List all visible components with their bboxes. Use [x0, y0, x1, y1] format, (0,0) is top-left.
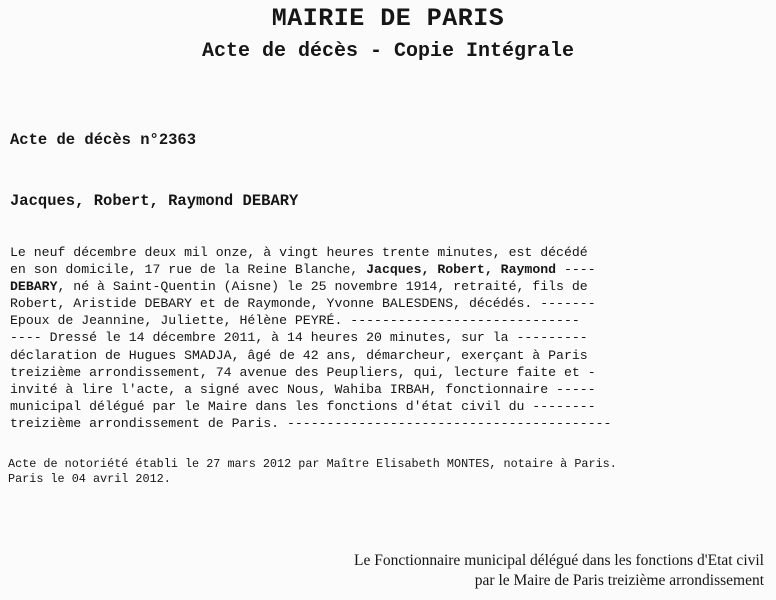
- body-line: [10, 415, 675, 432]
- body-line: [10, 295, 675, 312]
- body-line: [10, 329, 675, 346]
- act-number: Acte de décès n°2363: [10, 131, 197, 149]
- document-subtitle: Acte de décès - Copie Intégrale: [201, 40, 575, 63]
- body-line: [10, 398, 675, 415]
- notary-note: [8, 457, 708, 487]
- signature-line: Le Fonctionnaire municipal délégué dans les fonctions d'Etat civil: [354, 552, 764, 569]
- body-text-segment: Robert, Aristide DEBARY et de Raymonde, Yvonne BALESDENS, décédés. -------: [10, 296, 596, 312]
- body-text-segment: Le neuf décembre deux mil onze, à vingt heures trente minutes, est décédé: [10, 245, 588, 260]
- body-text-segment: déclaration de Hugues SMADJA, âgé de 42 ans, démarcheur, exerçant à Paris: [10, 347, 588, 363]
- body-text-segment: treizième arrondissement, 74 avenue des Peupliers, qui, lecture faite et -: [10, 364, 596, 380]
- page-title: MAIRIE DE PARIS: [271, 4, 505, 33]
- body-text-segment: invité à lire l'acte, a signé avec Nous, Wahiba IRBAH, fonctionnaire -----: [10, 381, 596, 397]
- body-line: [10, 278, 675, 295]
- body-text-segment: ----: [556, 262, 596, 278]
- body-text-segment: Epoux de Jeannine, Juliette, Hélène PEYRÉ. -----------------------------: [10, 313, 580, 329]
- body-text-segment: , né à Saint-Quentin (Aisne) le 25 novembre 1914, retraité, fils de: [57, 279, 588, 295]
- body-text-segment: ---- Dressé le 14 décembre 2011, à 14 heures 20 minutes, sur la ---------: [10, 330, 588, 346]
- body-text-segment: en son domicile, 17 rue de la Reine Blanche,: [10, 262, 367, 278]
- body-text-bold-segment: DEBARY: [10, 279, 58, 295]
- body-line: [10, 244, 675, 261]
- notary-line: Acte de notoriété établi le 27 mars 2012 par Maître Elisabeth MONTES, notaire à Paris.: [8, 457, 617, 471]
- act-body-text: [10, 244, 675, 432]
- body-line: [10, 347, 675, 364]
- issue-date-line: Paris le 04 avril 2012.: [8, 471, 171, 486]
- body-text-segment: treizième arrondissement de Paris. -----------------------------------------: [10, 415, 612, 431]
- body-line: [10, 312, 675, 329]
- signature-block: [354, 551, 764, 590]
- deceased-name: Jacques, Robert, Raymond DEBARY: [10, 192, 299, 210]
- body-line: [10, 261, 675, 278]
- body-line: [10, 381, 675, 398]
- body-text-segment: municipal délégué par le Maire dans les fonctions d'état civil du --------: [10, 398, 596, 414]
- body-line: [10, 364, 675, 381]
- body-text-bold-segment: Jacques, Robert, Raymond: [366, 262, 557, 278]
- signature-line: par le Maire de Paris treizième arrondissement: [474, 571, 764, 589]
